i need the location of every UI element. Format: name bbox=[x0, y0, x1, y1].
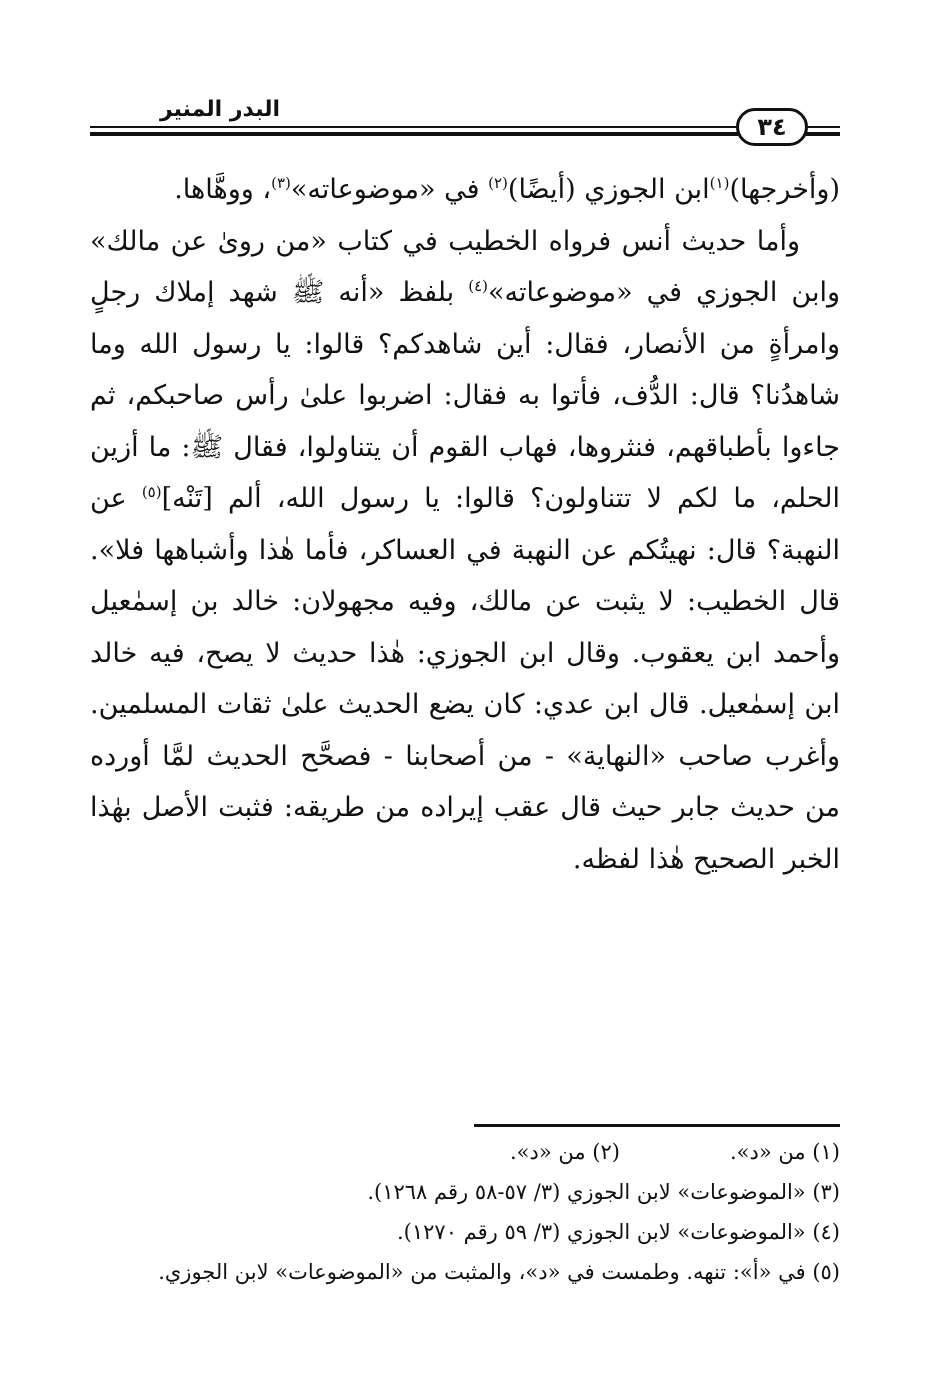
paragraph-2 bbox=[90, 216, 840, 886]
text-run: بلفظ «أنه ﷺ شهد إملاك رجلٍ وامرأةٍ من الأنصار، فقال: أين شاهدكم؟ قالوا: يا رسول الله وما شاهدُنا؟ قال: الدُّف، فأتوا به فقال: اضربوا علىٰ رأس صاحبكم، ثم جاءوا بأطباقهم، فنثروها، فهاب القوم أن يتناولوا، فقال ﷺ: ما أزين الحلم، ما لكم لا تتناولون؟ قالوا: يا رسول الله، ألم [تَنْه] bbox=[90, 277, 841, 514]
footnote-ref-1: (١) bbox=[709, 174, 730, 192]
text-run: في «موضوعاته» bbox=[290, 174, 489, 205]
footnote-ref-4: (٤) bbox=[468, 277, 488, 295]
running-title: البدر المنير bbox=[159, 97, 280, 122]
text-run: (وأخرجها) bbox=[729, 174, 840, 205]
text-run: ابن الجوزي (أيضًا) bbox=[507, 174, 710, 205]
page-number: ٣٤ bbox=[736, 108, 808, 146]
footnote-5: (٥) في «أ»: تنهه. وطمست في «د»، والمثبت من «الموضوعات» لابن الجوزي. bbox=[158, 1260, 840, 1284]
text-run: وأما حديث أنس فرواه الخطيب في كتاب «من روىٰ عن مالك» وابن الجوزي في «موضوعاته» bbox=[90, 225, 840, 308]
header-rule-thin bbox=[90, 126, 738, 128]
footnotes bbox=[90, 1132, 840, 1292]
footnote-separator bbox=[474, 1124, 840, 1127]
footnote-row-1 bbox=[90, 1132, 840, 1172]
footnote-1: (١) من «د». bbox=[730, 1140, 840, 1164]
footnote-ref-3: (٣) bbox=[271, 174, 291, 192]
main-text bbox=[90, 164, 840, 885]
footnote-ref-5: (٥) bbox=[141, 483, 162, 501]
footnote-2: (٢) من «د». bbox=[510, 1140, 620, 1164]
header-rule-thick-right bbox=[806, 132, 840, 136]
text-run: ، ووهَّاها. bbox=[174, 174, 272, 205]
header-rule-thin-right bbox=[806, 126, 840, 128]
paragraph-1 bbox=[90, 164, 840, 216]
header-rule-thick bbox=[90, 132, 738, 136]
footnote-4: (٤) «الموضوعات» لابن الجوزي (٣/ ٥٩ رقم ١٢٧٠). bbox=[396, 1220, 840, 1244]
text-run: عن النهبة؟ قال: نهيتُكم عن النهبة في العساكر، فأما هٰذا وأشباهها فلا». قال الخطيب: لا يثبت عن مالك، وفيه مجهولان: خالد بن إسمٰعيل وأحمد ابن يعقوب. وقال ابن الجوزي: هٰذا حديث لا يصح، فيه خالد ابن إسمٰعيل. قال ابن عدي: كان يضع الحديث علىٰ ثقات المسلمين. وأغرب صاحب «النهاية» - من أصحابنا - فصحَّح الحديث لمَّا أورده من حديث جابر حيث قال عقب إيراده من طريقه: فثبت الأصل بهٰذا الخبر الصحيح هٰذا لفظه. bbox=[90, 483, 840, 875]
footnote-ref-2: (٢) bbox=[488, 174, 508, 192]
footnote-3: (٣) «الموضوعات» لابن الجوزي (٣/ ٥٧-٥٨ رقم ١٢٦٨). bbox=[367, 1180, 840, 1204]
